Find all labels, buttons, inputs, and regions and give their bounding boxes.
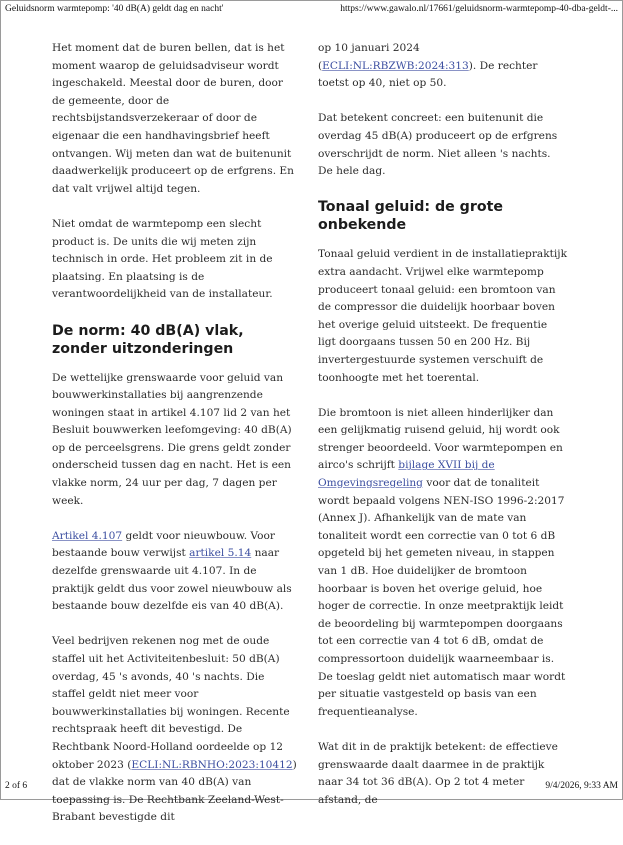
print-header bbox=[5, 4, 618, 14]
section-heading-tonaal: Tonaal geluid: de grote onbekende bbox=[318, 199, 503, 234]
page-number: 2 of 6 bbox=[5, 781, 28, 791]
article-column-left bbox=[52, 40, 298, 845]
link-ecli-rbzwb[interactable]: ECLI:NL:RBZWB:2024:313 bbox=[322, 59, 469, 72]
paragraph: De wettelijke grenswaarde voor geluid van bouwwerkinstallaties bij aangrenzende woningen staat in artikel 4.107 lid 2 van het Besluit bouwwerken leefomgeving: 40 dB(A) op de perceelsgrens. Die grens geldt zonder onderscheid tussen dag en nacht. Het is een vlakke norm, 24 uur per dag, 7 dagen per week. bbox=[52, 371, 292, 507]
paragraph: Die bromtoon is niet alleen hinderlijker dan een gelijkmatig ruisend geluid, hij wordt ook strenger beoordeeld. Voor warmtepompen en airco's schrijft bijlage XVII bij de Omgevingsregeling voor dat de tonaliteit wordt bepaald volgens NEN-ISO 1996-2:2017 (Annex J). Afhankelijk van de mate van tonaliteit wordt een correctie van 0 tot 6 dB opgeteld bij het gemeten niveau, in stappen van 1 dB. Hoe duidelijker de bromtoon hoorbaar is boven het overige geluid, hoe hoger de correctie. In onze meetpraktijk leidt de beoordeling bij warmtepompen doorgaans tot een correctie van 4 tot 6 dB, omdat de compressortoon duidelijk waarneembaar is. De toeslag geldt niet automatisch maar wordt per situatie vastgesteld op basis van een frequentieanalyse. bbox=[318, 406, 566, 718]
article-column-right bbox=[318, 40, 568, 827]
section-heading-norm: De norm: 40 dB(A) vlak, zonder uitzonderingen bbox=[52, 322, 244, 357]
link-ecli-rbnho[interactable]: ECLI:NL:RBNHO:2023:10412 bbox=[131, 758, 293, 771]
paragraph: Wat dit in de praktijk betekent: de effectieve grenswaarde daalt daarmee in de praktijk naar 34 tot 36 dB(A). Op 2 tot 4 meter afstand, de bbox=[318, 740, 558, 806]
paragraph: Artikel 4.107 geldt voor nieuwbouw. Voor bestaande bouw verwijst artikel 5.14 naar dezelfde grenswaarde uit 4.107. In de praktijk geldt dus voor zowel nieuwbouw als bestaande bouw dezelfde eis van 40 dB(A). bbox=[52, 529, 292, 613]
link-bijlage-xvii[interactable]: bijlage XVII bij de Omgevingsregeling bbox=[318, 459, 495, 490]
print-title: Geluidsnorm warmtepomp: '40 dB(A) geldt dag en nacht' bbox=[5, 4, 224, 14]
print-url: https://www.gawalo.nl/17661/geluidsnorm-warmtepomp-40-dba-geldt-... bbox=[340, 4, 618, 14]
link-artikel-514[interactable]: artikel 5.14 bbox=[189, 547, 252, 560]
paragraph: Niet omdat de warmtepomp een slecht product is. De units die wij meten zijn technisch in orde. Het probleem zit in de plaatsing. En plaatsing is de verantwoordelijkheid van de installateur. bbox=[52, 217, 273, 301]
paragraph: Veel bedrijven rekenen nog met de oude staffel uit het Activiteitenbesluit: 50 dB(A) overdag, 45 's avonds, 40 's nachts. Die staffel geldt niet meer voor bouwwerkinstallaties bij woningen. Recente rechtspraak heeft dit bevestigd. De Rechtbank Noord-Holland oordeelde op 12 oktober 2023 (ECLI:NL:RBNHO:2023:10412) dat de vlakke norm van 40 dB(A) van toepassing is. De Rechtbank Zeeland-West-Brabant bevestigde dit bbox=[52, 635, 297, 824]
print-footer bbox=[5, 781, 618, 791]
link-artikel-4107[interactable]: Artikel 4.107 bbox=[52, 529, 123, 542]
paragraph: op 10 januari 2024 (ECLI:NL:RBZWB:2024:313). De rechter toetst op 40, niet op 50. bbox=[318, 42, 538, 90]
paragraph: Dat betekent concreet: een buitenunit die overdag 45 dB(A) produceert op de erfgrens overschrijdt de norm. Niet alleen 's nachts. De hele dag. bbox=[318, 112, 558, 178]
paragraph: Tonaal geluid verdient in de installatiepraktijk extra aandacht. Vrijwel elke warmtepomp produceert tonaal geluid: een bromtoon van de compressor die duidelijk hoorbaar boven het overige geluid uitsteekt. De frequentie ligt doorgaans tussen 50 en 200 Hz. Bij invertergestuurde systemen verschuift de toonhoogte met het toerental. bbox=[318, 248, 567, 384]
paragraph: Het moment dat de buren bellen, dat is het moment waarop de geluidsadviseur wordt ingeschakeld. Meestal door de buren, door de gemeente, door de rechtsbijstandsverzekeraar of door de eigenaar die een handhavingsbrief heeft ontvangen. Wij meten dan wat de buitenunit daadwerkelijk produceert op de erfgrens. En dat valt vrijwel altijd tegen. bbox=[52, 42, 294, 195]
print-datetime: 9/4/2026, 9:33 AM bbox=[545, 781, 618, 791]
